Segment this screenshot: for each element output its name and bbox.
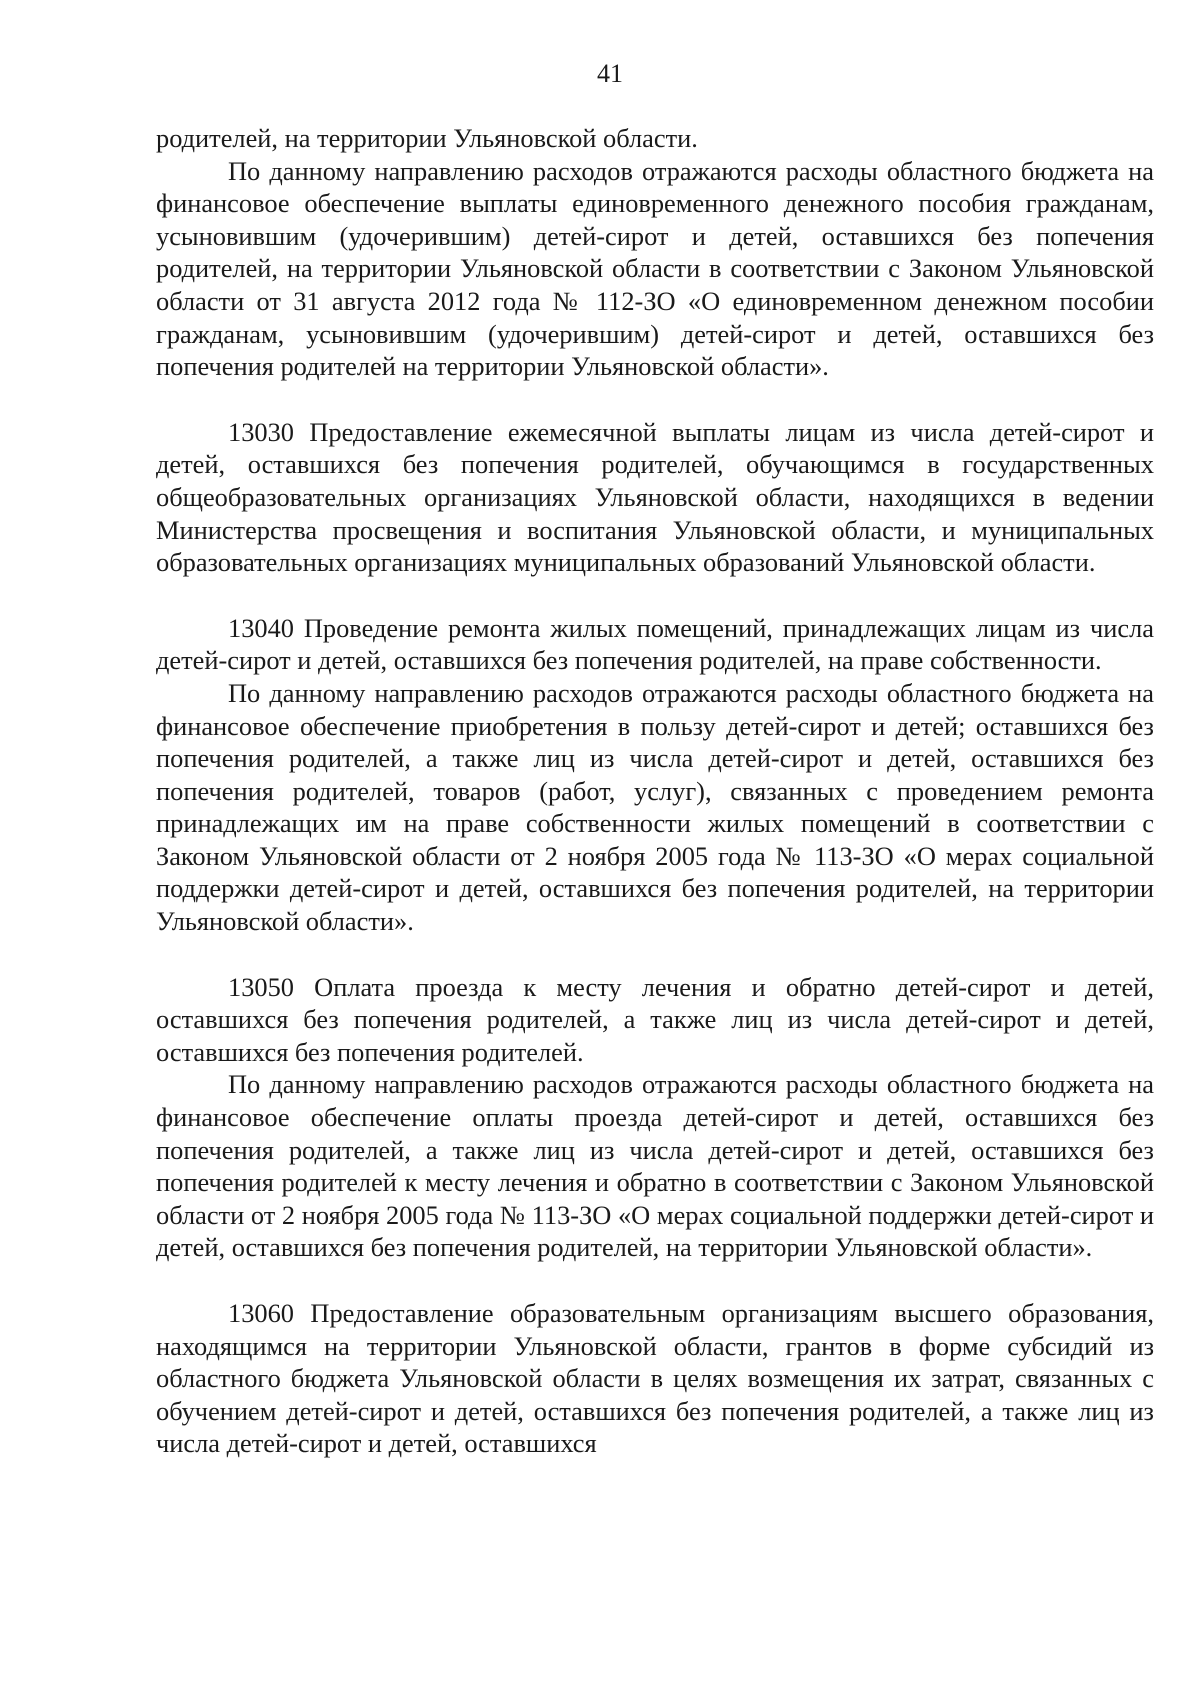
paragraph-gap [156,938,1154,971]
paragraph-gap [156,1264,1154,1297]
paragraph-gap [156,383,1154,416]
paragraph-13040-description: По данному направлению расходов отражаются расходы областного бюджета на финансовое обеспечение приобретения в пользу детей-сирот и детей; оставшихся без попечения родителей, а также лиц из числа детей-сирот и детей, оставшихся без попечения родителей, товаров (работ, услуг), связанных с проведением ремонта принадлежащих им на праве собственности жилых помещений в соответствии с Законом Ульяновской области от 2 ноября 2005 года № 113-ЗО «О мерах социальной поддержки детей-сирот и детей, оставшихся без попечения родителей, на территории Ульяновской области». [156,677,1154,937]
paragraph-13030-heading: 13030 Предоставление ежемесячной выплаты лицам из числа детей-сирот и детей, оставшихся без попечения родителей, обучающимся в государственных общеобразовательных организациях Ульяновской области, находящихся в ведении Министерства просвещения и воспитания Ульяновской области, и муниципальных образовательных организациях муниципальных образований Ульяновской области. [156,416,1154,578]
paragraph-13050-description: По данному направлению расходов отражаются расходы областного бюджета на финансовое обеспечение оплаты проезда детей-сирот и детей, оставшихся без попечения родителей, а также лиц из числа детей-сирот и детей, оставшихся без попечения родителей к месту лечения и обратно в соответствии с Законом Ульяновской области от 2 ноября 2005 года № 113-ЗО «О мерах социальной поддержки детей-сирот и детей, оставшихся без попечения родителей, на территории Ульяновской области». [156,1069,1154,1263]
paragraph-13050-heading: 13050 Оплата проезда к месту лечения и обратно детей-сирот и детей, оставшихся без попечения родителей, а также лиц из числа детей-сирот и детей, оставшихся без попечения родителей. [156,971,1154,1067]
paragraph-gap [156,579,1154,612]
paragraph-2: По данному направлению расходов отражаются расходы областного бюджета на финансовое обеспечение выплаты единовременного денежного пособия гражданам, усыновившим (удочерившим) детей-сирот и детей, оставшихся без попечения родителей, на территории Ульяновской области в соответствии с Законом Ульяновской области от 31 августа 2012 года № 112-ЗО «О единовременном денежном пособии гражданам, усыновившим (удочерившим) детей-сирот и детей, оставшихся без попечения родителей на территории Ульяновской области». [156,155,1154,382]
paragraph-13040-heading: 13040 Проведение ремонта жилых помещений, принадлежащих лицам из числа детей-сирот и детей, оставшихся без попечения родителей, на праве собственности. [156,612,1154,676]
page-number: 41 [597,59,623,88]
paragraph-1: родителей, на территории Ульяновской области. [156,123,698,153]
paragraph-13060-heading: 13060 Предоставление образовательным организациям высшего образования, находящимся на территории Ульяновской области, грантов в форме субсидий из областного бюджета Ульяновской области в целях возмещения их затрат, связанных с обучением детей-сирот и детей, оставшихся без попечения родителей, а также лиц из числа детей-сирот и детей, оставшихся [156,1298,1154,1459]
